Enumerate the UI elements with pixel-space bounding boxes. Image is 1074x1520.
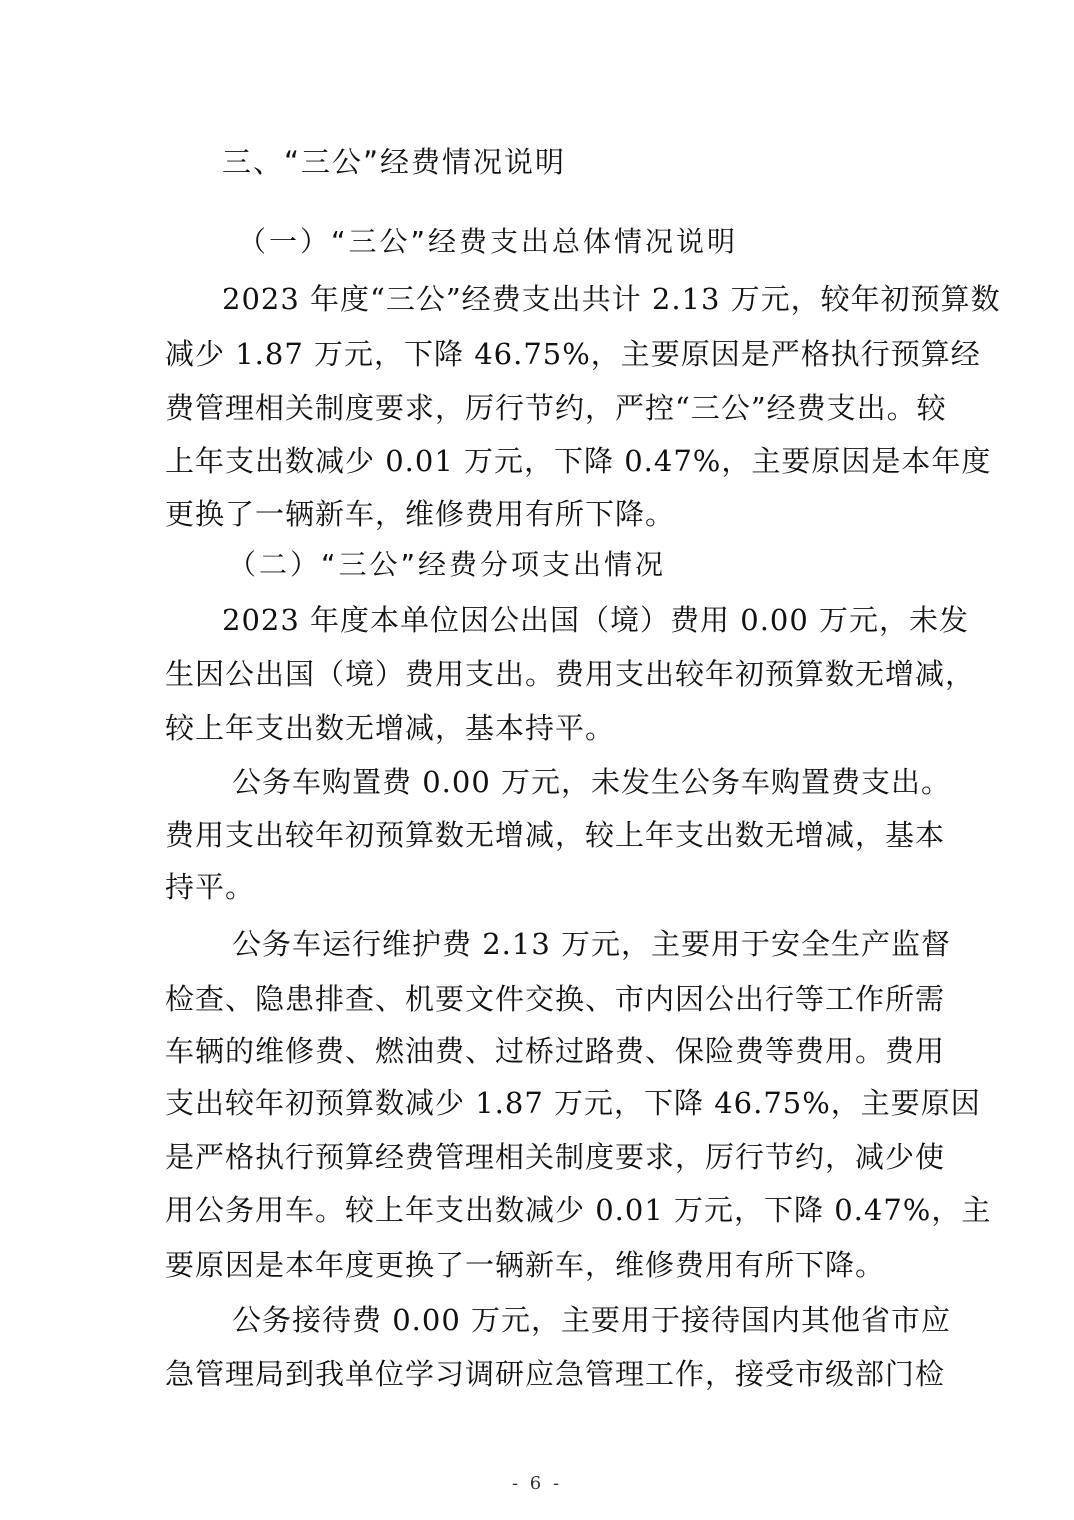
page-number: - 6 - — [511, 1473, 563, 1494]
section-heading: 三、“三公”经费情况说明 — [222, 145, 567, 179]
paragraph-line: 公务车购置费 0.00 万元，未发生公务车购置费支出。 — [232, 765, 952, 799]
paragraph-line: 2023 年度本单位因公出国（境）费用 0.00 万元，未发 — [222, 603, 970, 637]
paragraph-line: 用公务用车。较上年支出数减少 0.01 万元，下降 0.47%，主 — [165, 1193, 992, 1227]
paragraph-line: 支出较年初预算数减少 1.87 万元，下降 46.75%，主要原因 — [165, 1086, 981, 1120]
paragraph-line: 上年支出数减少 0.01 万元，下降 0.47%，主要原因是本年度 — [165, 444, 992, 478]
paragraph-line: 公务车运行维护费 2.13 万元，主要用于安全生产监督 — [232, 927, 952, 961]
paragraph-line: 费用支出较年初预算数无增减，较上年支出数无增减，基本 — [165, 818, 946, 852]
paragraph-line: 2023 年度“三公”经费支出共计 2.13 万元，较年初预算数 — [222, 282, 1001, 316]
paragraph-line: 检查、隐患排查、机要文件交换、市内因公出行等工作所需 — [165, 982, 946, 1016]
paragraph-line: 是严格执行预算经费管理相关制度要求，厉行节约，减少使 — [165, 1140, 946, 1174]
paragraph-line: 急管理局到我单位学习调研应急管理工作，接受市级部门检 — [165, 1357, 946, 1391]
paragraph-line: 公务接待费 0.00 万元，主要用于接待国内其他省市应 — [232, 1303, 952, 1337]
paragraph-line: 更换了一辆新车，维修费用有所下降。 — [165, 497, 676, 531]
subsection-2-heading: （二）“三公”经费分项支出情况 — [228, 548, 667, 581]
paragraph-line: 车辆的维修费、燃油费、过桥过路费、保险费等费用。费用 — [165, 1034, 946, 1068]
paragraph-line: 生因公出国（境）费用支出。费用支出较年初预算数无增减， — [165, 657, 976, 691]
paragraph-line: 较上年支出数无增减，基本持平。 — [165, 711, 616, 745]
paragraph-line: 要原因是本年度更换了一辆新车，维修费用有所下降。 — [165, 1248, 886, 1282]
paragraph-line: 持平。 — [165, 870, 256, 904]
paragraph-line: 减少 1.87 万元，下降 46.75%，主要原因是严格执行预算经 — [165, 337, 981, 371]
paragraph-line: 费管理相关制度要求，厉行节约，严控“三公”经费支出。较 — [165, 391, 947, 425]
subsection-1-heading: （一）“三公”经费支出总体情况说明 — [238, 225, 739, 258]
